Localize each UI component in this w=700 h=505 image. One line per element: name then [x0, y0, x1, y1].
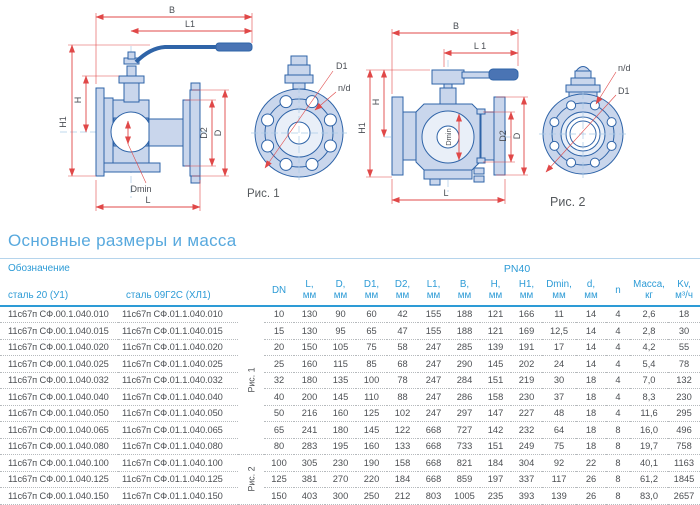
dim-label-h1-2: H1: [357, 122, 367, 134]
value-cell: 121: [480, 323, 511, 340]
dim-label-l-1: L: [145, 195, 151, 205]
dim-label-nd-1: n/d: [338, 83, 351, 93]
designation-cell: 11с67п СФ.00.1.040.010: [0, 306, 118, 323]
value-cell: 2,6: [630, 306, 668, 323]
table-row: [0, 372, 700, 389]
value-cell: 68: [387, 356, 418, 373]
value-cell: 48: [542, 405, 576, 422]
dim-label-h-2: H: [371, 98, 381, 106]
value-cell: 160: [356, 438, 387, 455]
value-cell: 8: [606, 488, 630, 505]
designation-cell: 11с67п СФ.00.1.040.100: [0, 455, 118, 472]
value-cell: 11,6: [630, 405, 668, 422]
value-cell: 12,5: [542, 323, 576, 340]
value-cell: 105: [325, 339, 356, 356]
value-cell: 155: [418, 323, 449, 340]
value-cell: 247: [418, 339, 449, 356]
value-cell: 247: [418, 405, 449, 422]
value-cell: 4: [606, 389, 630, 406]
value-cell: 78: [387, 372, 418, 389]
value-cell: 15: [264, 323, 294, 340]
value-cell: 150: [264, 488, 294, 505]
value-cell: 130: [294, 306, 325, 323]
value-cell: 230: [325, 455, 356, 472]
dim-label-dmin-2: Dmin: [444, 128, 453, 146]
value-cell: 158: [480, 389, 511, 406]
section-title: Основные размеры и масса: [8, 231, 237, 250]
value-cell: 14: [576, 339, 606, 356]
value-cell: 155: [418, 306, 449, 323]
value-cell: 247: [418, 372, 449, 389]
value-cell: 32: [264, 372, 294, 389]
technical-drawings: [0, 0, 700, 232]
value-cell: 25: [264, 356, 294, 373]
value-cell: 75: [542, 438, 576, 455]
value-cell: 4: [606, 323, 630, 340]
designation-cell: 11с67п СФ.01.1.040.015: [118, 323, 238, 340]
dim-label-l1-2: L 1: [473, 41, 487, 51]
value-cell: 75: [356, 339, 387, 356]
designation-cell: 11с67п СФ.00.1.040.040: [0, 389, 118, 406]
header-row-2: [0, 279, 700, 306]
value-cell: 247: [418, 356, 449, 373]
value-cell: 11: [542, 306, 576, 323]
column-header-0: DN: [264, 279, 294, 306]
value-cell: 110: [356, 389, 387, 406]
value-cell: 200: [294, 389, 325, 406]
designation-cell: 11с67п СФ.01.1.040.040: [118, 389, 238, 406]
value-cell: 19,7: [630, 438, 668, 455]
designation-cell: 11с67п СФ.01.1.040.150: [118, 488, 238, 505]
table-row: [0, 339, 700, 356]
dim-label-d1-1: D1: [336, 61, 348, 71]
table-row: [0, 455, 700, 472]
column-header-7: H, мм: [480, 279, 511, 306]
header-row-1: [0, 259, 700, 279]
value-cell: 284: [449, 372, 480, 389]
designation-cell: 11с67п СФ.01.1.040.100: [118, 455, 238, 472]
value-cell: 4,2: [630, 339, 668, 356]
value-cell: 55: [668, 339, 700, 356]
dim-label-nd-2: n/d: [618, 63, 631, 73]
fig1-caption: Рис. 1: [247, 188, 280, 200]
value-cell: 188: [449, 323, 480, 340]
value-cell: 20: [264, 339, 294, 356]
column-header-1: L, мм: [294, 279, 325, 306]
value-cell: 18: [668, 306, 700, 323]
value-cell: 227: [511, 405, 542, 422]
value-cell: 145: [480, 356, 511, 373]
value-cell: 668: [418, 438, 449, 455]
value-cell: 2657: [668, 488, 700, 505]
designation-cell: 11с67п СФ.01.1.040.065: [118, 422, 238, 439]
value-cell: 14: [576, 323, 606, 340]
value-cell: 668: [418, 471, 449, 488]
column-header-3: D1, мм: [356, 279, 387, 306]
value-cell: 125: [356, 405, 387, 422]
fig2-caption: Рис. 2: [550, 195, 586, 209]
designation-cell: 11с67п СФ.01.1.040.050: [118, 405, 238, 422]
value-cell: 668: [418, 455, 449, 472]
fig1-side-view: [58, 5, 252, 211]
fig2-flange-view: [539, 63, 631, 209]
value-cell: 14: [576, 356, 606, 373]
value-cell: 64: [542, 422, 576, 439]
value-cell: 5,4: [630, 356, 668, 373]
value-cell: 18: [576, 422, 606, 439]
value-cell: 58: [387, 339, 418, 356]
value-cell: 135: [325, 372, 356, 389]
table-row: [0, 389, 700, 406]
value-cell: 727: [449, 422, 480, 439]
value-cell: 145: [356, 422, 387, 439]
dim-label-h1-1: H1: [58, 116, 68, 128]
value-cell: 184: [387, 471, 418, 488]
dim-label-d2-2: D2: [498, 130, 508, 142]
value-cell: 1845: [668, 471, 700, 488]
value-cell: 7,0: [630, 372, 668, 389]
value-cell: 18: [576, 389, 606, 406]
value-cell: 1005: [449, 488, 480, 505]
value-cell: 230: [511, 389, 542, 406]
value-cell: 286: [449, 389, 480, 406]
value-cell: 78: [668, 356, 700, 373]
value-cell: 8: [606, 422, 630, 439]
column-header-10: d, мм: [576, 279, 606, 306]
value-cell: 139: [480, 339, 511, 356]
dim-label-b-1: B: [168, 5, 176, 15]
dimensions-table: [0, 259, 700, 505]
figure-group-cell: [238, 455, 264, 505]
value-cell: 8: [606, 438, 630, 455]
figure-group-label: Рис. 2: [246, 466, 256, 492]
value-cell: 50: [264, 405, 294, 422]
designation-header: Обозначение: [8, 263, 70, 274]
value-cell: 2,8: [630, 323, 668, 340]
dim-label-dmin-1: Dmin: [130, 184, 152, 194]
value-cell: 212: [387, 488, 418, 505]
value-cell: 117: [542, 471, 576, 488]
designation-cell: 11с67п СФ.01.1.040.025: [118, 356, 238, 373]
value-cell: 158: [387, 455, 418, 472]
value-cell: 17: [542, 339, 576, 356]
value-cell: 100: [264, 455, 294, 472]
value-cell: 285: [449, 339, 480, 356]
value-cell: 220: [356, 471, 387, 488]
designation-cell: 11с67п СФ.00.1.040.050: [0, 405, 118, 422]
designation-cell: 11с67п СФ.01.1.040.125: [118, 471, 238, 488]
fig1-flange-view: [247, 56, 351, 200]
column-header-12: Масса, кг: [630, 279, 668, 306]
value-cell: 16,0: [630, 422, 668, 439]
value-cell: 300: [325, 488, 356, 505]
value-cell: 83,0: [630, 488, 668, 505]
value-cell: 249: [511, 438, 542, 455]
value-cell: 65: [264, 422, 294, 439]
figure-column-header: [238, 279, 264, 306]
designation-cell: 11с67п СФ.01.1.040.020: [118, 339, 238, 356]
value-cell: 26: [576, 471, 606, 488]
dim-label-d-1: D: [213, 129, 223, 137]
value-cell: 305: [294, 455, 325, 472]
value-cell: 30: [542, 372, 576, 389]
designation-cell: 11с67п СФ.00.1.040.080: [0, 438, 118, 455]
value-cell: 22: [576, 455, 606, 472]
value-cell: 758: [668, 438, 700, 455]
value-cell: 190: [356, 455, 387, 472]
designation-cell: 11с67п СФ.01.1.040.080: [118, 438, 238, 455]
table-row: [0, 438, 700, 455]
value-cell: 219: [511, 372, 542, 389]
value-cell: 37: [542, 389, 576, 406]
dim-label-b-2: B: [452, 21, 460, 31]
value-cell: 80: [264, 438, 294, 455]
value-cell: 18: [576, 372, 606, 389]
value-cell: 90: [325, 306, 356, 323]
value-cell: 121: [480, 306, 511, 323]
value-cell: 26: [576, 488, 606, 505]
value-cell: 191: [511, 339, 542, 356]
value-cell: 125: [264, 471, 294, 488]
value-cell: 4: [606, 339, 630, 356]
value-cell: 14: [576, 306, 606, 323]
value-cell: 30: [668, 323, 700, 340]
value-cell: 295: [668, 405, 700, 422]
value-cell: 18: [576, 438, 606, 455]
value-cell: 403: [294, 488, 325, 505]
value-cell: 85: [356, 356, 387, 373]
designation-cell: 11с67п СФ.01.1.040.010: [118, 306, 238, 323]
value-cell: 115: [325, 356, 356, 373]
value-cell: 145: [325, 389, 356, 406]
value-cell: 733: [449, 438, 480, 455]
figure-group-label: Рис. 1: [246, 367, 256, 393]
pn-header: PN40: [503, 263, 531, 275]
table-row: [0, 323, 700, 340]
column-header-11: n: [606, 279, 630, 306]
value-cell: 166: [511, 306, 542, 323]
value-cell: 18: [576, 405, 606, 422]
value-cell: 1163: [668, 455, 700, 472]
dim-label-h-1: H: [73, 96, 83, 104]
value-cell: 4: [606, 372, 630, 389]
value-cell: 100: [356, 372, 387, 389]
value-cell: 668: [418, 422, 449, 439]
value-cell: 150: [294, 339, 325, 356]
value-cell: 232: [511, 422, 542, 439]
value-cell: 40,1: [630, 455, 668, 472]
value-cell: 132: [668, 372, 700, 389]
value-cell: 197: [480, 471, 511, 488]
table-row: [0, 422, 700, 439]
value-cell: 40: [264, 389, 294, 406]
dim-label-l-2: L: [443, 188, 449, 198]
table-body: [0, 306, 700, 505]
value-cell: 180: [325, 422, 356, 439]
column-header-9: Dmin, мм: [542, 279, 576, 306]
value-cell: 65: [356, 323, 387, 340]
value-cell: 188: [449, 306, 480, 323]
value-cell: 202: [511, 356, 542, 373]
value-cell: 241: [294, 422, 325, 439]
designation-cell: 11с67п СФ.00.1.040.025: [0, 356, 118, 373]
designation-cell: 11с67п СФ.00.1.040.020: [0, 339, 118, 356]
value-cell: 4: [606, 405, 630, 422]
value-cell: 821: [449, 455, 480, 472]
value-cell: 859: [449, 471, 480, 488]
value-cell: 88: [387, 389, 418, 406]
designation-cell: 11с67п СФ.01.1.040.032: [118, 372, 238, 389]
value-cell: 184: [480, 455, 511, 472]
value-cell: 24: [542, 356, 576, 373]
value-cell: 235: [480, 488, 511, 505]
column-header-6: B, мм: [449, 279, 480, 306]
dim-label-l1-1: L1: [184, 19, 196, 29]
value-cell: 393: [511, 488, 542, 505]
value-cell: 270: [325, 471, 356, 488]
value-cell: 95: [325, 323, 356, 340]
value-cell: 381: [294, 471, 325, 488]
column-header-8: H1, мм: [511, 279, 542, 306]
value-cell: 139: [542, 488, 576, 505]
dim-label-d-2: D: [512, 132, 522, 140]
value-cell: 195: [325, 438, 356, 455]
table-row: [0, 306, 700, 323]
figure-group-cell: [238, 306, 264, 455]
column-header-5: L1, мм: [418, 279, 449, 306]
value-cell: 169: [511, 323, 542, 340]
value-cell: 304: [511, 455, 542, 472]
value-cell: 122: [387, 422, 418, 439]
value-cell: 61,2: [630, 471, 668, 488]
value-cell: 297: [449, 405, 480, 422]
column-header-13: Kv, м³/ч: [668, 279, 700, 306]
designation-cell: 11с67п СФ.00.1.040.150: [0, 488, 118, 505]
value-cell: 160: [325, 405, 356, 422]
value-cell: 142: [480, 422, 511, 439]
designation-cell: 11с67п СФ.00.1.040.032: [0, 372, 118, 389]
table-row: [0, 356, 700, 373]
steel2-header: сталь 09Г2С (ХЛ1): [118, 279, 238, 306]
value-cell: 92: [542, 455, 576, 472]
value-cell: 283: [294, 438, 325, 455]
designation-cell: 11с67п СФ.00.1.040.065: [0, 422, 118, 439]
value-cell: 230: [668, 389, 700, 406]
fig2-side-view: [357, 21, 528, 204]
value-cell: 47: [387, 323, 418, 340]
steel1-header: сталь 20 (У1): [0, 279, 118, 306]
value-cell: 250: [356, 488, 387, 505]
table-row: [0, 471, 700, 488]
value-cell: 42: [387, 306, 418, 323]
table-row: [0, 405, 700, 422]
value-cell: 130: [294, 323, 325, 340]
value-cell: 337: [511, 471, 542, 488]
value-cell: 4: [606, 356, 630, 373]
value-cell: 216: [294, 405, 325, 422]
value-cell: 290: [449, 356, 480, 373]
value-cell: 160: [294, 356, 325, 373]
dim-label-d1-2: D1: [618, 86, 630, 96]
designation-cell: 11с67п СФ.00.1.040.015: [0, 323, 118, 340]
value-cell: 10: [264, 306, 294, 323]
value-cell: 60: [356, 306, 387, 323]
value-cell: 247: [418, 389, 449, 406]
value-cell: 8: [606, 455, 630, 472]
value-cell: 8,3: [630, 389, 668, 406]
column-header-4: D2, мм: [387, 279, 418, 306]
dim-label-d2-1: D2: [199, 127, 209, 139]
value-cell: 180: [294, 372, 325, 389]
value-cell: 102: [387, 405, 418, 422]
designation-cell: 11с67п СФ.00.1.040.125: [0, 471, 118, 488]
dimensions-table-wrapper: [0, 258, 700, 505]
value-cell: 803: [418, 488, 449, 505]
value-cell: 133: [387, 438, 418, 455]
column-header-2: D, мм: [325, 279, 356, 306]
value-cell: 151: [480, 438, 511, 455]
value-cell: 496: [668, 422, 700, 439]
value-cell: 151: [480, 372, 511, 389]
value-cell: 8: [606, 471, 630, 488]
value-cell: 147: [480, 405, 511, 422]
value-cell: 4: [606, 306, 630, 323]
